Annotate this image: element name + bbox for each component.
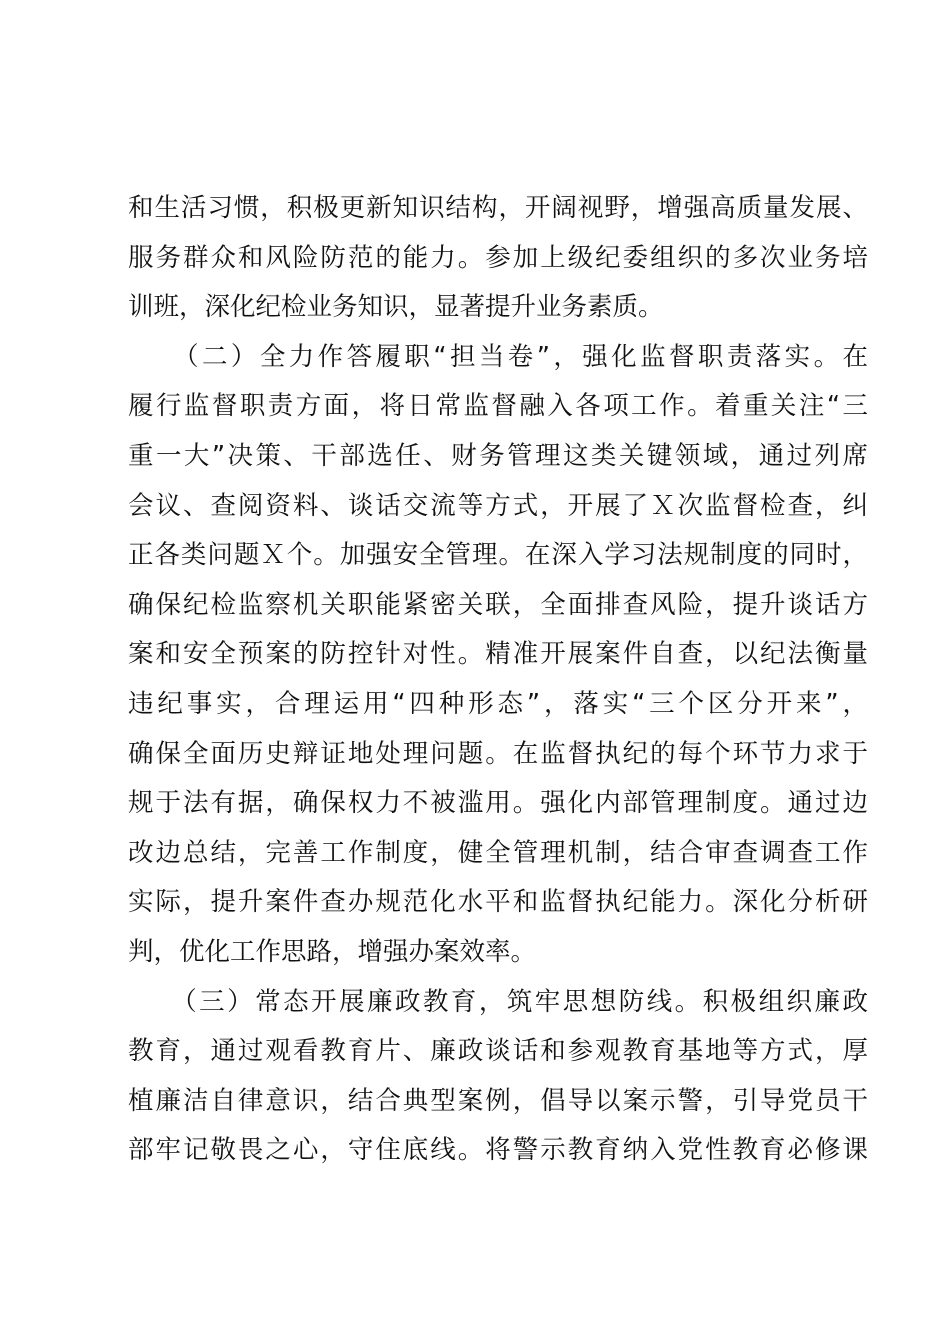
text-line: 重一大”决策、干部选任、财务管理这类关键领域，通过列席	[128, 440, 868, 471]
text-line: 实际，提升案件查办规范化水平和监督执纪能力。深化分析研	[128, 887, 868, 918]
text-line: 履行监督职责方面，将日常监督融入各项工作。着重关注“三	[128, 391, 868, 422]
text-line: 和生活习惯，积极更新知识结构，开阔视野，增强高质量发展、	[128, 193, 868, 223]
text-line: 确保纪检监察机关职能紧密关联，全面排查风险，提升谈话方	[128, 589, 868, 620]
text-line: 部牢记敬畏之心，守住底线。将警示教育纳入党性教育必修课	[128, 1135, 868, 1166]
text-line: 判，优化工作思路，增强办案效率。	[128, 936, 537, 967]
text-line: 正各类问题Ｘ个。加强安全管理。在深入学习法规制度的同时，	[128, 540, 868, 571]
text-line: 改边总结，完善工作制度，健全管理机制，结合审查调查工作	[128, 837, 868, 868]
text-line: 会议、查阅资料、谈话交流等方式，开展了Ｘ次监督检查，纠	[128, 490, 868, 521]
text-line: 服务群众和风险防范的能力。参加上级纪委组织的多次业务培	[128, 242, 868, 273]
text-line: 规于法有据，确保权力不被滥用。强化内部管理制度。通过边	[128, 788, 868, 819]
text-line: 违纪事实，合理运用“四种形态”，落实“三个区分开来”，	[128, 688, 868, 719]
text-line: 案和安全预案的防控针对性。精准开展案件自查，以纪法衡量	[128, 639, 868, 670]
text-line: 教育，通过观看教育片、廉政谈话和参观教育基地等方式，厚	[128, 1036, 868, 1067]
text-line: 训班，深化纪检业务知识，显著提升业务素质。	[128, 292, 664, 323]
text-line: 植廉洁自律意识，结合典型案例，倡导以案示警，引导党员干	[128, 1085, 868, 1116]
body-text	[128, 184, 868, 1176]
text-line: 确保全面历史辩证地处理问题。在监督执纪的每个环节力求于	[128, 738, 868, 769]
section-heading-line: （三）常态开展廉政教育，筑牢思想防线。积极组织廉政	[128, 986, 868, 1017]
section-heading-line: （二）全力作答履职“担当卷”，强化监督职责落实。在	[128, 341, 868, 372]
